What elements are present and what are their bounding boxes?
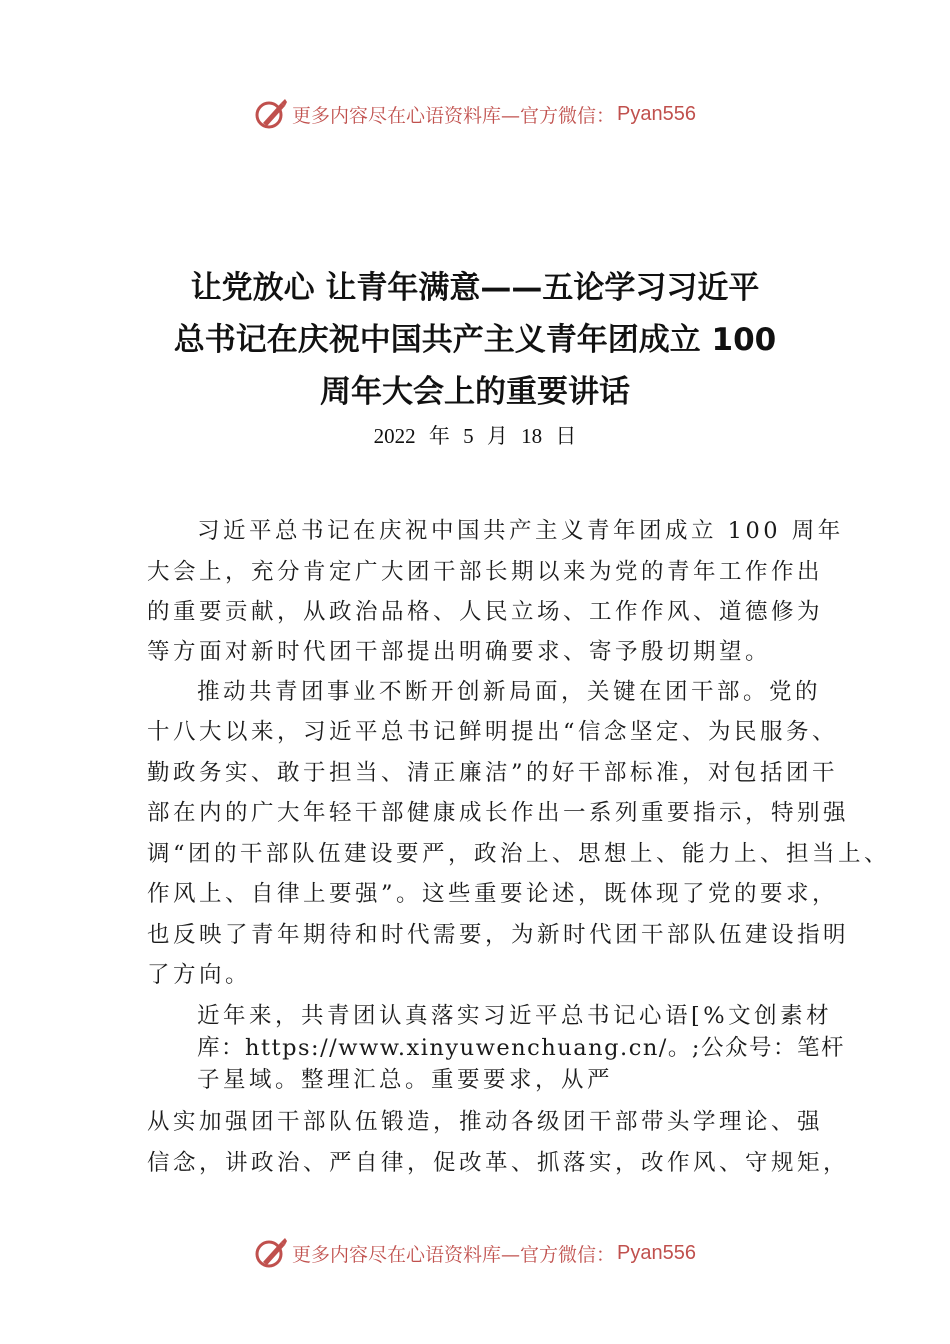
- publish-date: 2022 年 5 月 18 日: [373, 424, 577, 448]
- pen-logo-icon: [254, 97, 288, 131]
- body-line: 作风上、自律上要强”。这些重要论述，既体现了党的要求，: [147, 881, 839, 907]
- banner-text: 更多内容尽在心语资料库—官方微信：: [292, 104, 616, 127]
- body-line: 大会上，充分肯定广大团干部长期以来为党的青年工作作出: [147, 559, 824, 585]
- title-line-2: 总书记在庆祝中国共产主义青年团成立 100: [173, 322, 777, 358]
- pen-logo-icon: [254, 1236, 288, 1270]
- body-line: 勤政务实、敢于担当、清正廉洁”的好干部标准，对包括团干: [147, 760, 839, 786]
- body-line: 也反映了青年期待和时代需要，为新时代团干部队伍建设指明: [147, 922, 850, 948]
- source-url-line: 库：https://www.xinyuwenchuang.cn/。;公众号：笔杆: [197, 1035, 845, 1061]
- body-line: 调“团的干部队伍建设要严，政治上、思想上、能力上、担当上、: [147, 841, 891, 867]
- body-line: 推动共青团事业不断开创新局面，关键在团干部。党的: [197, 679, 822, 705]
- body-line: 子星域。整理汇总。重要要求，从严: [197, 1067, 614, 1093]
- body-line: 信念，讲政治、严自律，促改革、抓落实，改作风、守规矩，: [147, 1150, 850, 1176]
- body-line: 的重要贡献，从政治品格、人民立场、工作作风、道德修为: [147, 599, 824, 625]
- header-watermark: [0, 94, 950, 134]
- title-line-3: 周年大会上的重要讲话: [320, 374, 630, 410]
- title-line-1: 让党放心 让青年满意——五论学习习近平: [190, 270, 760, 306]
- article-title: [140, 262, 810, 418]
- wechat-id: Pyan556: [617, 1241, 696, 1264]
- footer-watermark: [0, 1233, 950, 1273]
- body-line: 部在内的广大年轻干部健康成长作出一系列重要指示，特别强: [147, 800, 850, 826]
- body-line: 了方向。: [147, 962, 252, 988]
- body-line: 从实加强团干部队伍锻造，推动各级团干部带头学理论、强: [147, 1109, 824, 1135]
- body-line: 习近平总书记在庆祝中国共产主义青年团成立 100 周年: [197, 518, 844, 544]
- body-line: 近年来，共青团认真落实习近平总书记心语[%文创素材: [197, 1003, 833, 1029]
- banner-text: 更多内容尽在心语资料库—官方微信：: [292, 1243, 616, 1266]
- body-line: 等方面对新时代团干部提出明确要求、寄予殷切期望。: [147, 639, 772, 665]
- wechat-id: Pyan556: [617, 102, 696, 125]
- body-line: 十八大以来，习近平总书记鲜明提出“信念坚定、为民服务、: [147, 719, 839, 745]
